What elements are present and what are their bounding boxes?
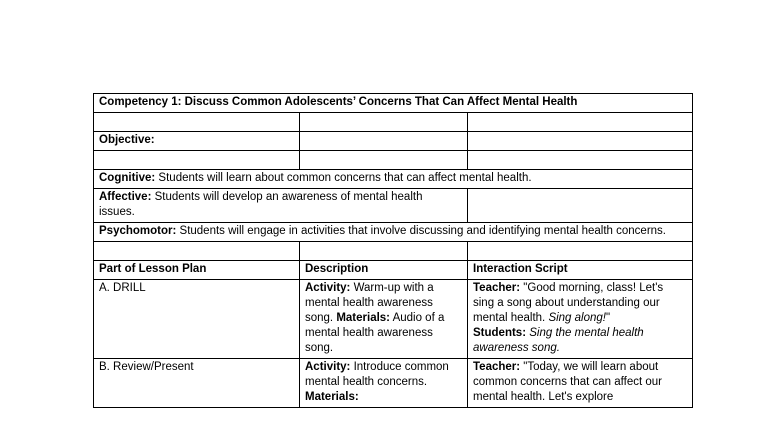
affective-text: Students will develop an awareness of mental health issues. [99,191,423,218]
script-cell: Teacher: "Today, we will learn about common concerns that can affect our mental health. Let's explore [468,359,693,408]
table-row [94,359,693,408]
header-part: Part of Lesson Plan [94,261,300,280]
description-cell: Activity: Warm-up with a mental health awareness song. Materials: Audio of a mental health awareness song. [300,280,468,359]
competency-row [94,94,693,113]
affective-row [94,189,693,223]
header-script: Interaction Script [468,261,693,280]
affective-label: Affective: [99,191,152,203]
competency-title: Competency 1: Discuss Common Adolescents’ Concerns That Can Affect Mental Health [94,94,693,113]
cognitive-cell [94,170,693,189]
part-cell: A. DRILL [94,280,300,359]
header-row [94,261,693,280]
cognitive-label: Cognitive: [99,172,156,184]
blank-row [94,151,693,170]
psychomotor-cell [94,223,693,242]
blank-row [94,113,693,132]
affective-cell [94,189,468,223]
psychomotor-text: Students will engage in activities that involve discussing and identifying mental health concerns. [176,225,666,237]
script-cell: Teacher: "Good morning, class! Let's sing a song about understanding our mental health. Sing along!" Students: Sing the mental health awareness song. [468,280,693,359]
psychomotor-label: Psychomotor: [99,225,177,237]
objective-row [94,132,693,151]
header-description: Description [300,261,468,280]
description-cell: Activity: Introduce common mental health concerns. Materials: [300,359,468,408]
blank-row [94,242,693,261]
objective-label: Objective: [94,132,300,151]
table-row [94,280,693,359]
lesson-plan-table [93,93,693,408]
cognitive-row [94,170,693,189]
cognitive-text: Students will learn about common concerns that can affect mental health. [155,172,532,184]
psychomotor-row [94,223,693,242]
part-cell: B. Review/Present [94,359,300,408]
